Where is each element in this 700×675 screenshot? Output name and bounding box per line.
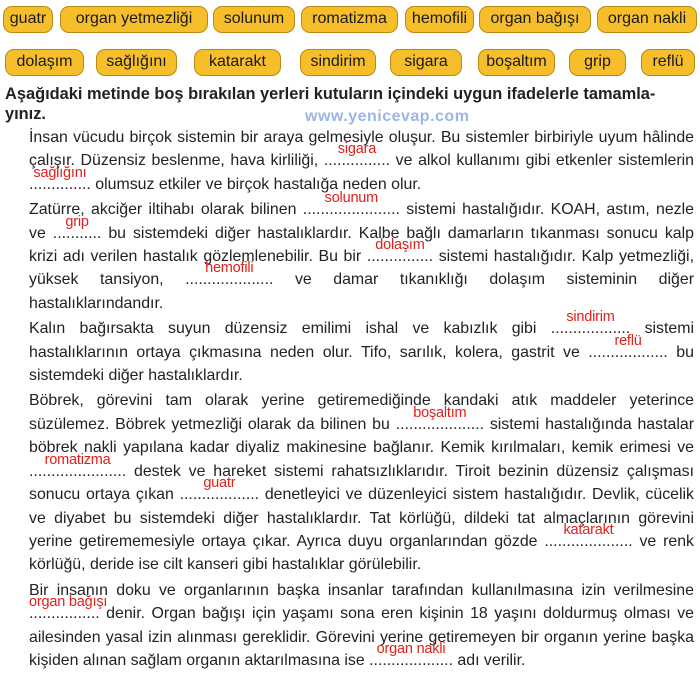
answer-blank: ..... grip ...... bbox=[52, 213, 102, 242]
word-chip: sindirim bbox=[300, 49, 376, 76]
passage-text: sistemi hastalığında hastalar böbrek nakli yapılana kadar diyaliz makinesine bağlanır. Kemik kırılmaları, kemik erimesi ve bbox=[29, 415, 695, 457]
answer-blank: ......... organ nakli .......... bbox=[369, 640, 453, 669]
answer-blank: ........... solunum ........... bbox=[302, 190, 400, 219]
answer-blank: .......... katarakt .......... bbox=[544, 521, 633, 550]
filled-answer: sigara bbox=[337, 141, 377, 158]
instruction: Aşağıdaki metinde boş bırakılan yerleri kutuların içindeki uygun ifadelerle tamamla-yınız. bbox=[5, 85, 656, 123]
word-chip: sağlığını bbox=[96, 49, 177, 76]
filled-answer: dolaşım bbox=[375, 237, 425, 254]
filled-answer: boşaltım bbox=[413, 404, 467, 421]
answer-blank: .......... boşaltım .......... bbox=[395, 404, 484, 433]
passage-text: bu sistemdeki diğer hastalıklardır. Kalbe bağlı damarların tıkanması sonucu kalp krizi adı verilen hastalık gözlemlenebilir. Bu bir bbox=[29, 224, 694, 266]
passage-text: sistemi hastalıklarının ortaya çıkmasına neden olur. Tifo, sarılık, kolera, gastrit ve bbox=[29, 320, 695, 361]
passage-text: İnsan vücudu birçok sistemin bir araya gelmesiyle oluşur. Bu sistemler birbiriyle uyum hâlinde çalışır. Düzensiz beslenme, hava kirliliği, bbox=[29, 129, 694, 170]
filled-answer: sağlığını bbox=[33, 164, 87, 181]
filled-answer: reflü bbox=[614, 332, 642, 349]
passage-text: Zatürre, akciğer iltihabı olarak bilinen bbox=[29, 201, 297, 219]
passage-text: olumsuz etkiler ve birçok hastalığa neden olur. bbox=[95, 175, 422, 193]
filled-answer: katarakt bbox=[563, 521, 614, 538]
word-chip: boşaltım bbox=[478, 49, 555, 76]
passage-text: bu sistemdeki diğer hastalıklardır. bbox=[29, 343, 694, 385]
answer-blank: ......... guatr ......... bbox=[179, 475, 260, 504]
word-chip: hemofili bbox=[405, 6, 474, 33]
word-chip: organ nakli bbox=[597, 6, 697, 33]
answer-blank: ........ organ bağışı ........ bbox=[29, 594, 108, 623]
word-chip: sigara bbox=[390, 49, 462, 76]
passage-text: Böbrek, görevini tam olarak yerine getiremediğinde kandaki atık maddeler yeterince süzülemez. Böbrek yetmezliği olarak da bilinen bu bbox=[29, 392, 694, 433]
passage bbox=[5, 126, 694, 674]
filled-answer: hemofili bbox=[205, 260, 254, 277]
filled-answer: romatizma bbox=[44, 451, 111, 468]
filled-answer: sindirim bbox=[566, 309, 615, 326]
passage-text: ve damar tıkanıklığı dolaşım sisteminin diğer hastalıklarındandır. bbox=[29, 271, 695, 312]
answer-blank: ........... romatizma ........... bbox=[29, 451, 127, 480]
word-chip: reflü bbox=[641, 49, 695, 76]
paragraph-2 bbox=[5, 190, 695, 315]
passage-text: ve alkol kullanımı gibi etkenler sistemlerin bbox=[395, 152, 694, 170]
filled-answer: organ bağışı bbox=[29, 594, 108, 611]
watermark: www.yenicevap.com bbox=[305, 108, 470, 125]
word-chip: organ yetmezliği bbox=[60, 6, 208, 33]
word-chip: katarakt bbox=[194, 49, 281, 76]
passage-text: sistemi hastalığıdır. Kalp yetmezliği, yüksek tansiyon, bbox=[29, 248, 695, 289]
passage-text: destek ve hareket sistemi rahatsızlıklarıdır. Tiroit bezinin düzensiz çalışması sonucu ortaya çıkan bbox=[29, 462, 694, 504]
passage-text: sistemi hastalığıdır. KOAH, astım, nezle ve bbox=[29, 201, 694, 242]
answer-blank: .......... hemofili .......... bbox=[185, 260, 274, 289]
answer-blank: ......... sindirim ......... bbox=[550, 309, 631, 338]
answer-blank: ......... reflü ......... bbox=[588, 332, 668, 361]
word-chip: guatr bbox=[3, 6, 53, 33]
passage-text: ve renk körlüğü, deride ise cilt kanseri gibi hastalıklar görülebilir. bbox=[29, 532, 694, 574]
filled-answer: solunum bbox=[324, 190, 379, 207]
answer-blank: ....... sigara ........ bbox=[323, 141, 391, 170]
filled-answer: organ nakli bbox=[376, 640, 446, 657]
word-chip: grip bbox=[569, 49, 626, 76]
passage-text: denir. Organ bağışı için yaşamı sona eren kişinin 18 yaşını doldurmuş olması ve ailesinden yasal izin alınması gereklidir. Görevini yerine getiremeyen bir organın yerine başka kişiden alınan sağlam organın aktarılmasına ise bbox=[29, 605, 694, 669]
paragraph-3 bbox=[5, 309, 695, 387]
paragraph-4 bbox=[5, 389, 694, 576]
word-chip: dolaşım bbox=[5, 49, 84, 76]
paragraph-5 bbox=[5, 579, 694, 673]
filled-answer: grip bbox=[65, 213, 89, 230]
word-chip: romatizma bbox=[301, 6, 398, 33]
answer-blank: ..... sağlığını ......... bbox=[29, 164, 91, 193]
passage-text: Kalın bağırsakta suyun düzensiz emilimi ishal ve kabızlık gibi bbox=[29, 320, 537, 338]
word-chip: organ bağışı bbox=[479, 6, 591, 33]
answer-blank: ....... dolaşım ........ bbox=[366, 237, 434, 266]
word-chip: solunum bbox=[213, 6, 295, 33]
passage-text: Bir insanın doku ve organlarının başka insanlar tarafından kullanılmasına izin verilmesine bbox=[29, 581, 694, 599]
passage-text: adı verilir. bbox=[457, 651, 526, 669]
passage-text: denetleyici ve düzenleyici sistem hastalığıdır. Devlik, cücelik ve diyabet bu sistemdeki diğer hastalıklardır. Tat körlüğü, dildeki tat almaçlarının görevini yerine getirememesiyle ortaya çıkar. Ayrıca duyu organlarından gözde bbox=[29, 486, 695, 550]
paragraph-1 bbox=[5, 126, 694, 196]
filled-answer: guatr bbox=[203, 475, 236, 492]
